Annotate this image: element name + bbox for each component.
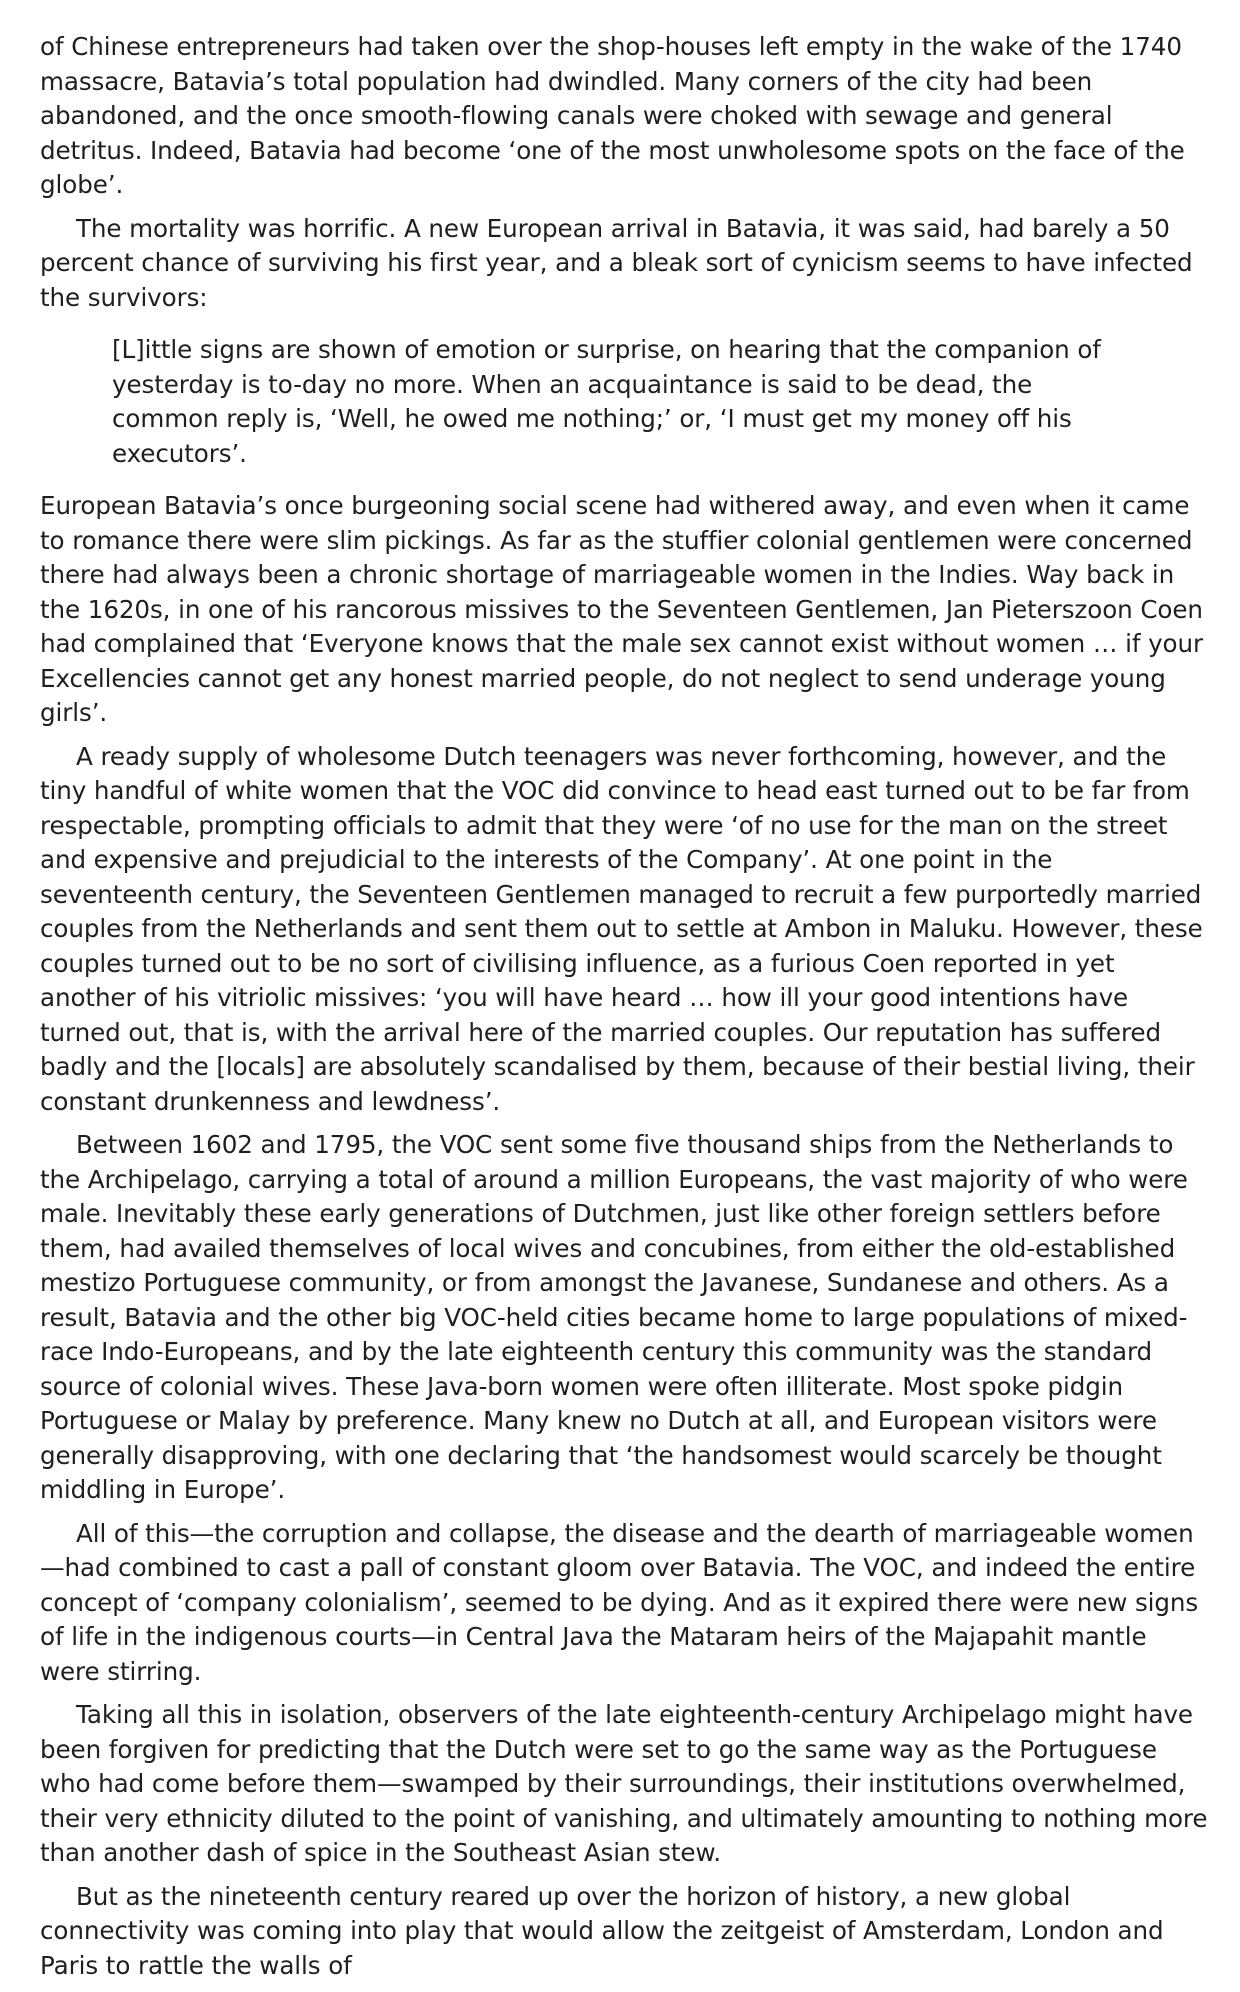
- paragraph-dutch-teenagers: A ready supply of wholesome Dutch teenagers was never forthcoming, however, and the tiny handful of white women that the VOC did convince to head east turned out to be far from respectable, prompting officials to admit that they were ‘of no use for the man on the street and expensive and prejudicial to the interests of the Company’. At one point in the seventeenth century, the Seventeen Gentlemen managed to recruit a few purportedly married couples from the Netherlands and sent them out to settle at Ambon in Maluku. However, these couples turned out to be no sort of civilising influence, as a furious Coen reported in yet another of his vitriolic missives: ‘you will have heard … how ill your good intentions have turned out, that is, with the arrival here of the married couples. Our reputation has suffered badly and the [locals] are absolutely scandalised by them, because of their bestial living, their constant drunkenness and lewdness’.: [40, 741, 1203, 1116]
- block-quote: [L]ittle signs are shown of emotion or surprise, on hearing that the companion of yesterday is to-day no more. When an acquaintance is said to be dead, the common reply is, ‘Well, he owed me nothing;’ or, ‘I must get my money off his executors’.: [112, 335, 1101, 468]
- paragraph-continuation: of Chinese entrepreneurs had taken over the shop-houses left empty in the wake of the 1740 massacre, Batavia’s total population had dwindled. Many corners of the city had been abandoned, and the once smooth-flowing canals were choked with sewage and general detritus. Indeed, Batavia had become ‘one of the most unwholesome spots on the face of the globe’.: [40, 32, 1185, 199]
- paragraph-gloom: All of this—the corruption and collapse, the disease and the dearth of marriageable women—had combined to cast a pall of constant gloom over Batavia. The VOC, and indeed the entire concept of ‘company colonialism’, seemed to be dying. And as it expired there were new signs of life in the indigenous courts—in Central Java the Mataram heirs of the Majapahit mantle were stirring.: [40, 1518, 1199, 1686]
- paragraph-social-scene: European Batavia’s once burgeoning social scene had withered away, and even when it came to romance there were slim pickings. As far as the stuffier colonial gentlemen were concerned there had always been a chronic shortage of marriageable women in the Indies. Way back in the 1620s, in one of his rancorous missives to the Seventeen Gentlemen, Jan Pieterszoon Coen had complained that ‘Everyone knows that the male sex cannot exist without women … if your Excellencies cannot get any honest married people, do not neglect to send underage young girls’.: [40, 491, 1203, 727]
- document-page: [40, 30, 1212, 1992]
- paragraph-nineteenth-century: But as the nineteenth century reared up over the horizon of history, a new global connectivity was coming into play that would allow the zeitgeist of Amsterdam, London and Paris to rattle the walls of: [40, 1881, 1164, 1980]
- paragraph-observers: Taking all this in isolation, observers of the late eighteenth-century Archipelago might have been forgiven for predicting that the Dutch were set to go the same way as the Portuguese who had come before them—swamped by their surroundings, their institutions overwhelmed, their very ethnicity diluted to the point of vanishing, and ultimately amounting to nothing more than another dash of spice in the Southeast Asian stew.: [40, 1700, 1208, 1867]
- paragraph-mortality: The mortality was horrific. A new European arrival in Batavia, it was said, had barely a 50 percent chance of surviving his first year, and a bleak sort of cynicism seems to have infected the survivors:: [40, 213, 1193, 312]
- paragraph-voc-ships: Between 1602 and 1795, the VOC sent some five thousand ships from the Netherlands to the Archipelago, carrying a total of around a million Europeans, the vast majority of who were male. Inevitably these early generations of Dutchmen, just like other foreign settlers before them, had availed themselves of local wives and concubines, from either the old-established mestizo Portuguese community, or from amongst the Javanese, Sundanese and others. As a result, Batavia and the other big VOC-held cities became home to large populations of mixed-race Indo-Europeans, and by the late eighteenth century this community was the standard source of colonial wives. These Java-born women were often illiterate. Most spoke pidgin Portuguese or Malay by preference. Many knew no Dutch at all, and European visitors were generally disapproving, with one declaring that ‘the handsomest would scarcely be thought middling in Europe’.: [40, 1130, 1188, 1504]
